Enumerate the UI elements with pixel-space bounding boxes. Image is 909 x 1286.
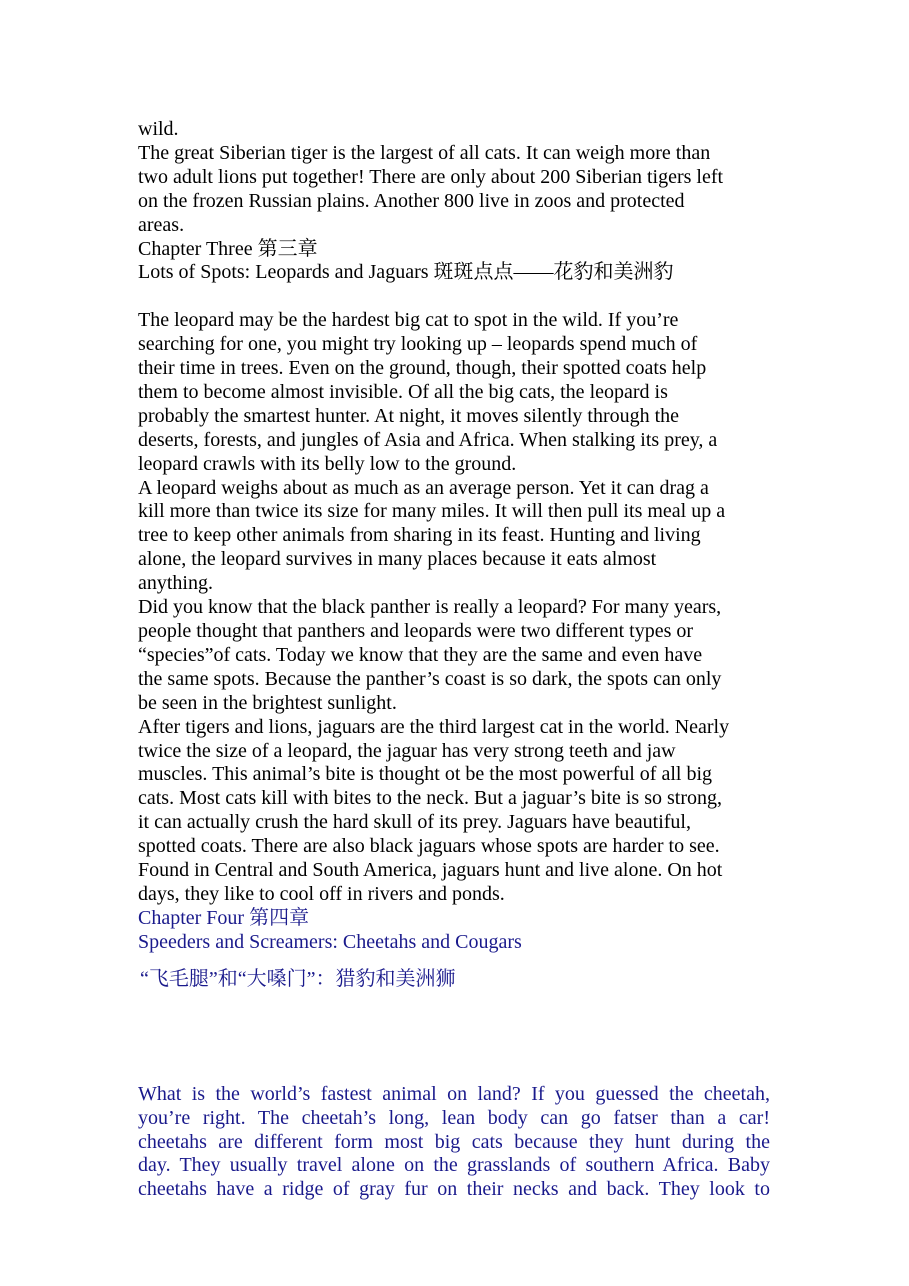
document-page	[138, 118, 770, 1202]
text-line: leopard crawls with its belly low to the ground.	[138, 452, 517, 475]
text-line: deserts, forests, and jungles of Asia and Africa. When stalking its prey, a	[138, 428, 718, 451]
chapter-three-heading: Chapter Three 第三章	[138, 237, 318, 260]
text-line: areas.	[138, 213, 185, 236]
text-line: cats. Most cats kill with bites to the neck. But a jaguar’s bite is so strong,	[138, 787, 722, 810]
text-line: alone, the leopard survives in many places because it eats almost	[138, 548, 657, 571]
text-line: A leopard weighs about as much as an average person. Yet it can drag a	[138, 476, 709, 499]
text-line: the same spots. Because the panther’s coast is so dark, the spots can only	[138, 667, 722, 690]
chapter-three-subtitle: Lots of Spots: Leopards and Jaguars 斑斑点点——花豹和美洲豹	[138, 261, 674, 284]
text-line: Did you know that the black panther is really a leopard? For many years,	[138, 596, 722, 619]
blank-line	[138, 285, 770, 309]
text-line: their time in trees. Even on the ground, though, their spotted coats help	[138, 357, 707, 380]
text-line: What is the world’s fastest animal on land? If you guessed the cheetah,	[138, 1082, 770, 1105]
text-line: people thought that panthers and leopards were two different types or	[138, 620, 694, 643]
text-line: day. They usually travel alone on the grasslands of southern Africa. Baby	[138, 1154, 770, 1177]
text-line: cheetahs have a ridge of gray fur on their necks and back. They look to	[138, 1178, 770, 1201]
text-line: kill more than twice its size for many miles. It will then pull its meal up a	[138, 500, 726, 523]
blank-space	[138, 1011, 770, 1083]
text-line: probably the smartest hunter. At night, it moves silently through the	[138, 404, 680, 427]
text-line: Found in Central and South America, jaguars hunt and live alone. On hot	[138, 859, 723, 882]
chapter-four-heading: Chapter Four 第四章	[138, 906, 310, 929]
text-line: on the frozen Russian plains. Another 800 live in zoos and protected	[138, 189, 685, 212]
text-line: spotted coats. There are also black jaguars whose spots are harder to see.	[138, 835, 720, 858]
text-line: searching for one, you might try looking up – leopards spend much of	[138, 333, 698, 356]
text-line: two adult lions put together! There are only about 200 Siberian tigers left	[138, 165, 724, 188]
text-line: anything.	[138, 572, 213, 595]
text-line: wild.	[138, 118, 179, 140]
text-line: The great Siberian tiger is the largest of all cats. It can weigh more than	[138, 141, 711, 164]
text-line: days, they like to cool off in rivers and ponds.	[138, 882, 505, 905]
text-line: After tigers and lions, jaguars are the third largest cat in the world. Nearly	[138, 715, 730, 738]
chapter-four-chinese-title: “飞毛腿”和“大嗓门”：猎豹和美洲狮	[140, 967, 456, 990]
text-line: be seen in the brightest sunlight.	[138, 691, 397, 714]
text-line: cheetahs are different form most big cats because they hunt during the	[138, 1130, 770, 1153]
text-line: twice the size of a leopard, the jaguar has very strong teeth and jaw	[138, 739, 676, 762]
chapter-four-subtitle: Speeders and Screamers: Cheetahs and Cougars	[138, 930, 522, 953]
text-line: tree to keep other animals from sharing in its feast. Hunting and living	[138, 524, 701, 547]
text-line: The leopard may be the hardest big cat to spot in the wild. If you’re	[138, 309, 679, 332]
text-line: muscles. This animal’s bite is thought ot be the most powerful of all big	[138, 763, 713, 786]
text-line: them to become almost invisible. Of all the big cats, the leopard is	[138, 380, 668, 403]
text-line: you’re right. The cheetah’s long, lean body can go fatser than a car!	[138, 1106, 770, 1129]
cheetah-paragraph	[138, 1083, 770, 1203]
tiger-paragraph	[138, 118, 770, 238]
leopard-jaguar-paragraphs	[138, 309, 770, 907]
text-line: it can actually crush the hard skull of its prey. Jaguars have beautiful,	[138, 811, 691, 834]
text-line: “species”of cats. Today we know that they are the same and even have	[138, 643, 703, 666]
